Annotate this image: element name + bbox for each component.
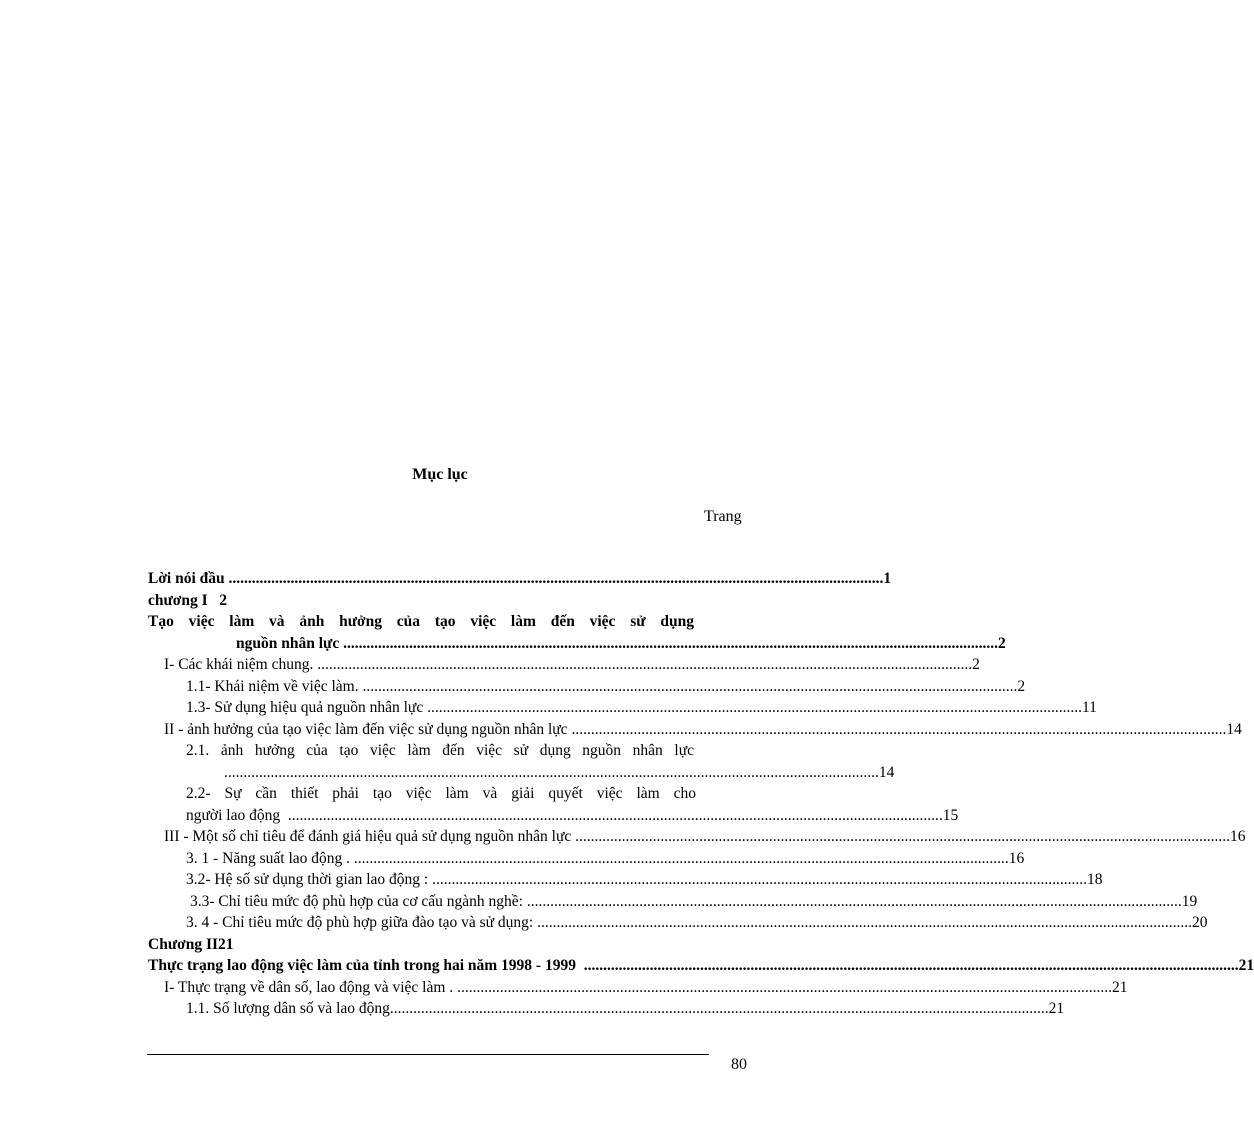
page-column-label: Trang	[704, 508, 742, 525]
toc-section-2	[148, 719, 1242, 741]
toc-entry-page: 19	[1181, 892, 1198, 910]
toc-section-1	[148, 654, 980, 676]
toc-entry-page: 14	[878, 763, 895, 781]
toc-entry-page: 16	[1229, 828, 1246, 845]
toc-entry-page: 14	[1226, 720, 1242, 738]
toc-entry-text: Tạo việc làm và ảnh hưởng của tạo việc làm đến việc sử dụng	[148, 613, 694, 630]
toc-subsection-3-3	[148, 891, 1198, 913]
footer-divider	[147, 1054, 709, 1055]
toc-subsection-2-1	[148, 740, 694, 762]
toc-chapter-2-title	[148, 955, 1254, 977]
toc-entry-text: II - ảnh hưởng của tạo việc làm đến việc sử dụng nguồn nhân lực	[164, 720, 568, 738]
toc-entry-page: 16	[1008, 849, 1025, 867]
page-title: Mục lục	[412, 466, 468, 483]
toc-ch2-section-1	[148, 977, 1128, 999]
dot-leader: .........................................................................................................................................................................	[423, 699, 1082, 716]
dot-leader: .........................................................................................................................................................................	[428, 871, 1087, 888]
dot-leader: .........................................................................................................................................................................	[224, 763, 879, 781]
toc-subsection-2-2-cont	[148, 805, 959, 827]
toc-entry-text: 2.1. ảnh hưởng của tạo việc làm đến việc sử dụng nguồn nhân lực	[186, 742, 694, 759]
dot-leader: .........................................................................................................................................................................	[224, 570, 884, 587]
toc-entry-page: 21	[1111, 978, 1128, 996]
dot-leader: .........................................................................................................................................................................	[313, 656, 973, 673]
toc-chapter-1-title-cont	[148, 633, 1006, 655]
toc-entry-text: 1.1. Số lượng dân số và lao động.	[186, 1000, 394, 1017]
toc-entry-text: người lao động	[186, 806, 281, 824]
toc-entry-text: Thực trạng lao động việc làm của tỉnh trong hai năm 1998 - 1999	[148, 957, 576, 974]
dot-leader: .........................................................................................................................................................................	[575, 957, 1239, 974]
toc-subsection-1-3	[148, 697, 1097, 719]
toc-entry-text: 1.3- Sử dụng hiệu quả nguồn nhân lực	[186, 699, 424, 716]
toc-entry-text: chương I 2	[148, 591, 228, 609]
toc-subsection-3-4	[148, 912, 1208, 934]
toc-entry-preface	[148, 568, 892, 590]
toc-entry-text: 3. 1 - Năng suất lao động .	[186, 849, 351, 867]
toc-subsection-1-1	[148, 676, 1026, 698]
table-of-contents	[148, 568, 1254, 1020]
toc-entry-page: 1	[883, 570, 892, 587]
toc-subsection-3-2	[148, 869, 1103, 891]
dot-leader: .........................................................................................................................................................................	[358, 677, 1018, 695]
toc-section-3	[148, 826, 1246, 848]
toc-ch2-subsection-1-1	[148, 998, 1065, 1020]
toc-entry-text: 3.2- Hệ số sử dụng thời gian lao động :	[186, 871, 429, 888]
dot-leader: .........................................................................................................................................................................	[280, 806, 943, 824]
toc-entry-text: Chương II21	[148, 935, 234, 953]
toc-entry-page: 15	[942, 806, 959, 824]
toc-entry-page: 2	[1017, 677, 1026, 695]
toc-chapter-1-label	[148, 590, 732, 612]
toc-entry-text: 2.2- Sự cần thiết phải tạo việc làm và giải quyết việc làm cho	[186, 785, 696, 802]
toc-entry-page: 21	[1238, 957, 1254, 974]
toc-entry-text: 3. 4 - Chỉ tiêu mức độ phù hợp giữa đào tạo và sử dụng:	[186, 914, 534, 931]
dot-leader: .........................................................................................................................................................................	[567, 720, 1227, 738]
toc-entry-text: III - Một số chỉ tiêu để đánh giá hiệu quả sử dụng nguồn nhân lực	[164, 828, 572, 845]
toc-entry-page: 18	[1086, 871, 1103, 888]
dot-leader: .........................................................................................................................................................................	[393, 1000, 1049, 1017]
dot-leader: .........................................................................................................................................................................	[571, 828, 1230, 845]
dot-leader: .........................................................................................................................................................................	[339, 634, 998, 652]
toc-entry-text: I- Thực trạng về dân số, lao động và việc làm .	[164, 978, 454, 996]
toc-entry-page: 2	[997, 634, 1006, 652]
toc-entry-page: 20	[1191, 914, 1208, 931]
toc-subsection-3-1	[148, 848, 1025, 870]
toc-entry-text: nguồn nhân lực	[236, 634, 340, 652]
toc-chapter-1-title	[148, 611, 694, 633]
toc-entry-text: 1.1- Khái niệm về việc làm.	[186, 677, 359, 695]
toc-entry-page: 21	[1048, 1000, 1065, 1017]
page-number: 80	[731, 1056, 747, 1073]
toc-subsection-2-1-cont	[148, 762, 895, 784]
toc-subsection-2-2	[148, 783, 696, 805]
toc-entry-page: 11	[1081, 699, 1097, 716]
dot-leader: .........................................................................................................................................................................	[453, 978, 1112, 996]
toc-entry-text: 3.3- Chỉ tiêu mức độ phù hợp của cơ cấu ngành nghề:	[190, 892, 523, 910]
toc-entry-page: 2	[972, 656, 980, 673]
dot-leader: .........................................................................................................................................................................	[350, 849, 1009, 867]
toc-chapter-2-label	[148, 934, 732, 956]
dot-leader: .........................................................................................................................................................................	[533, 914, 1192, 931]
toc-entry-text: Lời nói đầu	[148, 570, 225, 587]
toc-entry-text: I- Các khái niệm chung.	[164, 656, 314, 673]
dot-leader: .........................................................................................................................................................................	[523, 892, 1182, 910]
